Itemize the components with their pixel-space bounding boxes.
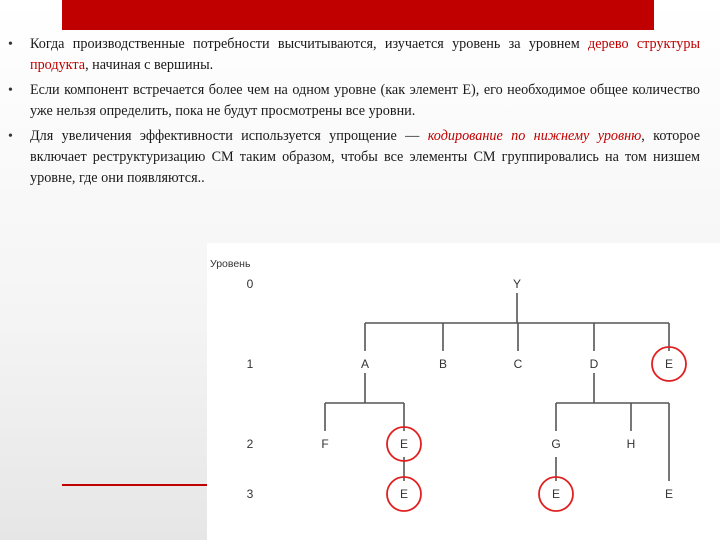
bullet-text: Для увеличения эффективности используется упрощение —	[30, 128, 428, 144]
bullet-text: Когда производственные потребности высчитываются, изучается уровень за уровнем	[30, 36, 588, 52]
bullet-item	[8, 126, 700, 189]
tree-node-d: D	[589, 357, 599, 371]
bullet-dot-icon: •	[8, 129, 13, 144]
bullet-item	[8, 34, 700, 76]
tree-node-e3: E	[399, 487, 409, 501]
bullet-list	[8, 34, 700, 193]
tree-node-f: F	[321, 437, 329, 451]
tree-svg	[207, 243, 720, 540]
tree-node-g: G	[551, 437, 561, 451]
tree-node-y: Y	[512, 277, 522, 291]
highlighted-term: кодирование по нижнему уровню	[427, 128, 642, 144]
tree-node-a: A	[360, 357, 370, 371]
bullet-text: Если компонент встречается более чем на одном уровне (как элемент E), его необходимое общее количество уже нельзя определить, пока не будут просмотрены все уровни.	[30, 82, 700, 119]
tree-node-e2: E	[399, 437, 409, 451]
level-header: Уровень	[210, 258, 251, 270]
level-number: 1	[246, 357, 254, 371]
tree-node-e4: E	[551, 487, 561, 501]
bullet-dot-icon: •	[8, 83, 13, 98]
title-bar	[62, 0, 654, 30]
bullet-item	[8, 80, 700, 122]
tree-node-b: B	[438, 357, 448, 371]
tree-node-h: H	[626, 437, 636, 451]
highlighted-term: дерево структуры продукта	[30, 36, 700, 73]
level-number: 3	[246, 487, 254, 501]
tree-node-e1: E	[664, 357, 674, 371]
decorative-line	[62, 484, 210, 486]
bullet-dot-icon: •	[8, 37, 13, 52]
product-structure-diagram	[207, 243, 720, 540]
bullet-text: , начиная с вершины.	[85, 57, 214, 73]
bullet-text: , которое включает реструктуризацию СМ таким образом, чтобы все элементы СМ группировались на том низшем уровне, где они появляются..	[30, 128, 700, 186]
level-number: 0	[246, 277, 254, 291]
tree-node-e5: E	[664, 487, 674, 501]
level-number: 2	[246, 437, 254, 451]
tree-node-c: C	[513, 357, 523, 371]
